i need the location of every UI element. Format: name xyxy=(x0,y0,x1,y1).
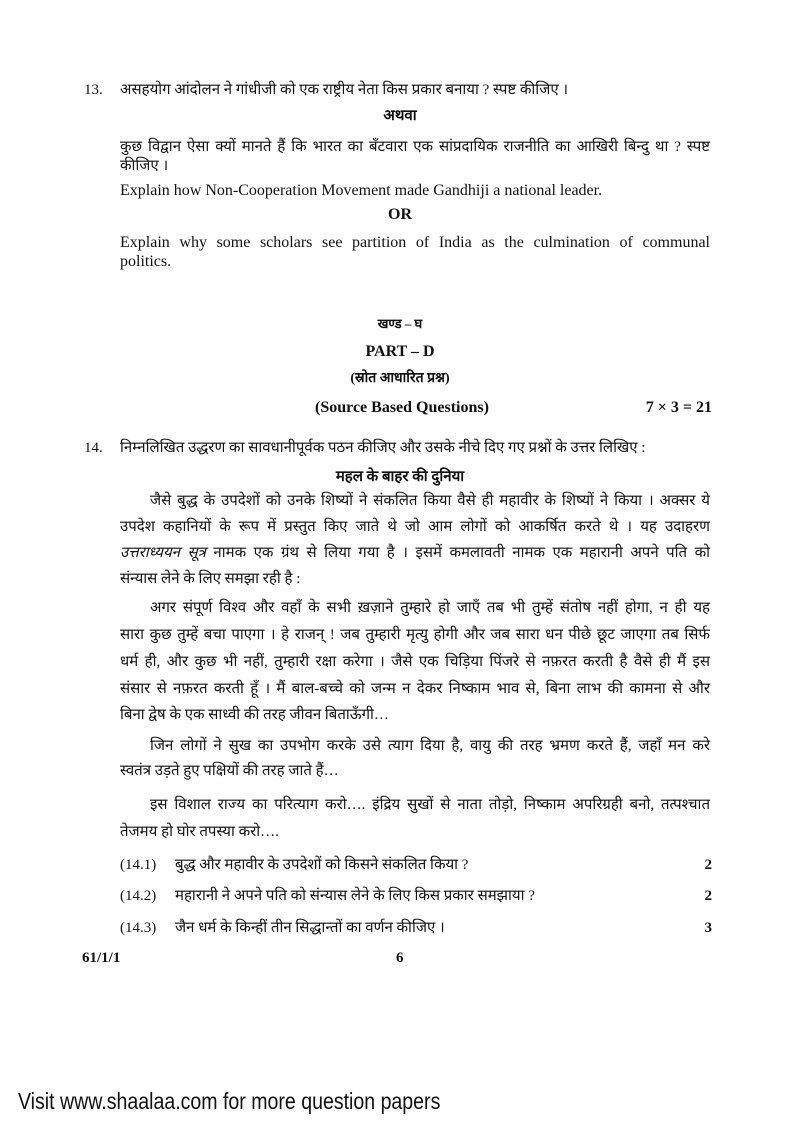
q13-english-alt-line: politics. xyxy=(120,253,172,270)
passage-line: धर्म ही, और कुछ भी नहीं, तुम्हारी रक्षा करेगा । जैसे एक चिड़िया पिंजरे से नफ़रत करती है वैसे ही मैं इस xyxy=(120,654,710,670)
question-number: 14. xyxy=(84,440,103,456)
passage-text: नामक एक ग्रंथ से लिया गया है । इसमें कमलावती नामक एक महारानी अपने पति को xyxy=(213,545,711,561)
subquestion-number: (14.2) xyxy=(120,888,157,904)
passage-line: सारा कुछ तुम्हें बचा पाएगा । हे राजन् ! जब तुम्हारी मृत्यु होगी और जब सारा धन पीछे छूट जाएगा तब सिर्फ xyxy=(120,627,710,643)
q13-hindi-question: असहयोग आंदोलन ने गांधीजी को एक राष्ट्रीय नेता किस प्रकार बनाया ? स्पष्ट कीजिए । xyxy=(120,82,569,98)
subquestion-number: (14.1) xyxy=(120,857,157,873)
passage-line: संसार से नफ़रत करती हूँ । मैं बाल-बच्चे को जन्म न देकर निष्काम भाव से, बिना लाभ की कामना से और xyxy=(120,681,710,697)
subquestion-number: (14.3) xyxy=(120,920,157,936)
q14-instruction: निम्नलिखित उद्धरण का सावधानीपूर्वक पठन कीजिए और उसके नीचे दिए गए प्रश्नों के उत्तर लिखिए : xyxy=(120,440,646,456)
passage-line: जैसे बुद्ध के उपदेशों को उनके शिष्यों ने संकलित किया वैसे ही महावीर के शिष्यों ने किया । अक्सर ये xyxy=(150,493,710,509)
q13-hindi-alt-line: कुछ विद्वान ऐसा क्यों मानते हैं कि भारत का बँटवारा एक सांप्रदायिक राजनीति का आखिरी बिन्दु था ? स्पष्ट xyxy=(120,139,710,155)
page-number: 6 xyxy=(396,950,404,966)
passage-title: महल के बाहर की दुनिया xyxy=(335,469,465,485)
question-number: 13. xyxy=(84,82,103,98)
hindi-or: अथवा xyxy=(383,108,417,124)
paper-code: 61/1/1 xyxy=(82,950,121,966)
english-or: OR xyxy=(388,206,412,223)
passage-line: स्वतंत्र उड़ते हुए पक्षियों की तरह जाते हैं… xyxy=(120,763,339,779)
book-title: उत्तराध्ययन सूत्र xyxy=(120,545,206,561)
section-english-title: PART – D xyxy=(365,343,435,360)
section-marks: 7 × 3 = 21 xyxy=(645,399,712,416)
q13-hindi-alt-line: कीजिए । xyxy=(120,158,169,174)
section-hindi-subtitle: (स्रोत आधारित प्रश्न) xyxy=(350,371,450,386)
passage-line: इस विशाल राज्य का परित्याग करो…. इंद्रिय सुखों से नाता तोड़ो, निष्काम अपरिग्रही बनो, तत्पश्चात xyxy=(150,797,710,813)
subquestion-marks: 2 xyxy=(704,857,712,873)
passage-line: तेजमय हो घोर तपस्या करो…. xyxy=(120,824,279,840)
q13-english-question: Explain how Non-Cooperation Movement made Gandhiji a national leader. xyxy=(120,182,603,199)
subquestion-text: बुद्ध और महावीर के उपदेशों को किसने संकलित किया ? xyxy=(175,857,469,873)
section-english-subtitle: (Source Based Questions) xyxy=(315,399,489,416)
q13-english-alt-line: Explain why some scholars see partition of India as the culmination of communal xyxy=(120,234,710,251)
passage-line xyxy=(120,543,710,563)
subquestion-text: जैन धर्म के किन्हीं तीन सिद्धान्तों का वर्णन कीजिए । xyxy=(175,920,445,936)
section-hindi-title: खण्ड – घ xyxy=(377,316,423,331)
subquestion-marks: 2 xyxy=(704,888,712,904)
subquestion-text: महारानी ने अपने पति को संन्यास लेने के लिए किस प्रकार समझाया ? xyxy=(175,888,535,904)
passage-line: जिन लोगों ने सुख का उपभोग करके उसे त्याग दिया है, वायु की तरह भ्रमण करते हैं, जहाँ मन करे xyxy=(150,738,710,754)
passage-line: बिना द्वेष के एक साध्वी की तरह जीवन बिताऊँगी… xyxy=(120,707,389,723)
site-footer-link[interactable]: Visit www.shaalaa.com for more question papers xyxy=(18,1088,441,1114)
subquestion-marks: 3 xyxy=(704,920,712,936)
passage-line: अगर संपूर्ण विश्व और वहाँ के सभी ख़ज़ाने तुम्हारे हो जाएँ तब भी तुम्हें संतोष नहीं होगा, न ही यह xyxy=(150,600,710,616)
passage-line: संन्यास लेने के लिए समझा रही है : xyxy=(120,571,301,587)
passage-line: उपदेश कहानियों के रूप में प्रस्तुत किए जाते थे जो आम लोगों को आकर्षित करते थे । यह उदाहरण xyxy=(120,519,710,535)
